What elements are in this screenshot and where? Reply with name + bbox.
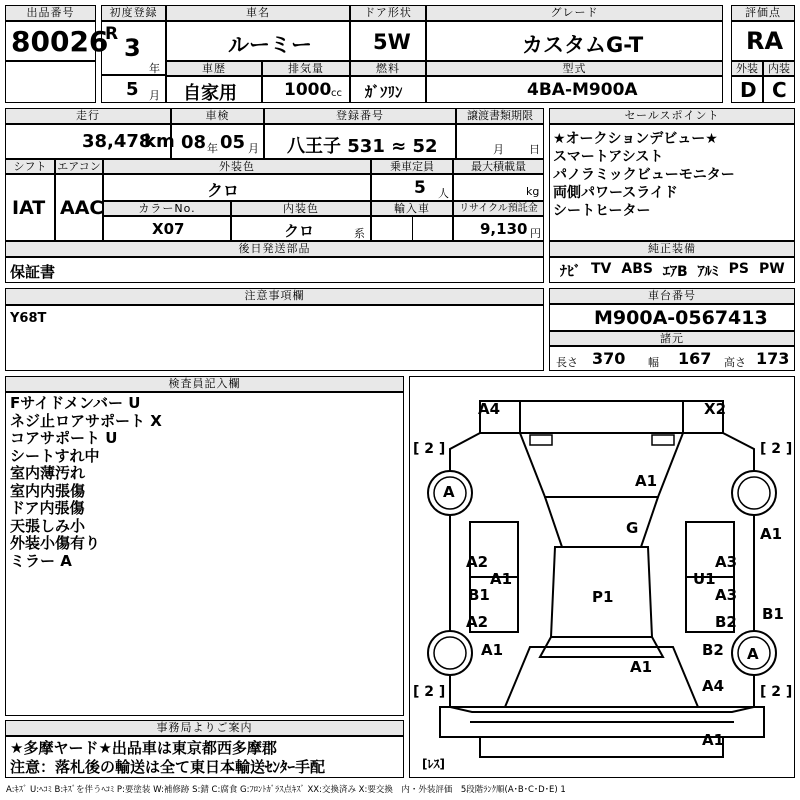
ac: AAC xyxy=(60,197,104,219)
first-reg-month-cell xyxy=(101,75,166,103)
front-bumper-shape xyxy=(480,401,723,433)
inspector-item: 外装小傷有り xyxy=(10,534,101,552)
era: R xyxy=(105,24,119,44)
fuel-cell xyxy=(350,76,426,103)
sales-point-item: スマートアシスト xyxy=(553,149,664,165)
inspector-item: ネジ止ロアサポート X xyxy=(10,411,162,430)
color-cell xyxy=(103,174,371,201)
spec-label: 諸元 xyxy=(549,331,795,346)
bumper-line xyxy=(520,401,683,433)
office-line: 注意：落札後の輸送は全て東日本輸送ｾﾝﾀｰ手配 xyxy=(10,758,326,776)
mark-l-front-door-upper: A2 xyxy=(466,553,489,571)
car-diagram xyxy=(409,376,795,778)
ac-label: エアコン xyxy=(55,159,103,174)
mark-fl-wheel: A xyxy=(443,483,455,501)
import-label: 輸入車 xyxy=(371,201,453,216)
interior-grade: C xyxy=(772,78,787,102)
mark-windshield: G xyxy=(626,519,639,537)
inspector-item: コアサポート U xyxy=(10,429,118,447)
hood-shape xyxy=(520,433,683,497)
mark-rr-wheel: A xyxy=(747,645,759,663)
mark-right-fender: A1 xyxy=(760,525,783,543)
equipment-item: ｱﾙﾐ xyxy=(697,264,719,280)
width: 167 xyxy=(678,349,712,368)
mileage: 38,478 xyxy=(82,131,152,152)
plate-cell xyxy=(264,124,456,159)
inspector-item: ドア内張傷 xyxy=(10,499,85,517)
equipment-item: ABS xyxy=(621,261,653,277)
mark-front-left-corner: A4 xyxy=(478,400,501,418)
chassis-label: 車台番号 xyxy=(549,288,795,304)
inspector-notes xyxy=(5,392,404,716)
reg-month: 5 xyxy=(126,79,139,100)
displacement-unit: cc xyxy=(331,88,342,99)
first-reg-year-cell xyxy=(101,21,166,75)
left-mirror-shape xyxy=(530,435,552,445)
capacity-unit: 人 xyxy=(438,187,449,200)
tread-fr: [ 2 ] xyxy=(760,441,793,457)
color-no-cell xyxy=(103,216,231,241)
inspector-item: 室内内張傷 xyxy=(10,481,86,500)
right-mirror-shape xyxy=(652,435,674,445)
name-cell xyxy=(166,21,350,61)
later-parts-cell xyxy=(5,257,544,283)
mark-r-rear-door-upper: A3 xyxy=(715,586,738,604)
lot-number: 80026 xyxy=(11,25,109,58)
mark-r-front-door-upper: A3 xyxy=(715,553,738,571)
inspection-cell xyxy=(171,124,264,159)
legend: A:ｷｽﾞ U:ﾍｺﾐ B:ｷｽﾞを伴うﾍｺﾐ P:要塗装 W:補修跡 S:錆 C:腐食 G:ﾌﾛﾝﾄｶﾞﾗｽ点ｷｽﾞ XX:交換済み X:要交換 内・外装評価 5段階ﾗﾝｸ順(A･B･C･D･E) 1 xyxy=(6,785,566,795)
history: 自家用 xyxy=(183,83,237,104)
height: 173 xyxy=(756,349,790,368)
length: 370 xyxy=(592,349,626,368)
grade-cell xyxy=(426,21,723,61)
lot-blank xyxy=(5,61,96,103)
shift: IAT xyxy=(12,197,46,219)
chassis-number: M900A-0567413 xyxy=(594,307,768,329)
transfer-cell xyxy=(456,124,544,159)
recycle-label: リサイクル預託金 xyxy=(453,201,544,216)
inspector-item: 室内薄汚れ xyxy=(10,464,86,482)
int-color-label: 内装色 xyxy=(231,201,371,216)
equipment-item: ﾅﾋﾞ xyxy=(560,264,581,280)
month-unit: 月 xyxy=(149,89,160,102)
inspector-item: シートすれ中 xyxy=(10,446,100,465)
office-cell xyxy=(5,736,404,778)
color-no: X07 xyxy=(152,220,185,238)
tread-rl: [ 2 ] xyxy=(413,684,446,700)
history-label: 車歴 xyxy=(166,61,262,76)
rear-skirt-shape xyxy=(480,737,723,757)
load-unit: kg xyxy=(526,185,540,198)
equipment-item: PW xyxy=(759,261,785,277)
color-label: 外装色 xyxy=(103,159,371,174)
height-label: 高さ xyxy=(724,356,746,369)
int-color: クロ xyxy=(284,222,315,240)
mileage-unit: km xyxy=(144,131,175,152)
inspector-label: 検査員記入欄 xyxy=(5,376,404,392)
inspector-item: 天張しみ小 xyxy=(10,516,86,535)
first-reg-label: 初度登録 xyxy=(101,5,166,21)
recycle: 9,130 xyxy=(480,220,528,238)
exterior-grade: D xyxy=(740,78,757,102)
equipment-item: PS xyxy=(728,261,749,277)
fuel-label: 燃料 xyxy=(350,61,426,76)
int-color-cell xyxy=(231,216,371,241)
score-label: 評価点 xyxy=(731,5,795,21)
inspection-label: 車検 xyxy=(171,108,264,124)
later-parts-label: 後日発送部品 xyxy=(5,241,544,257)
equipment-cell xyxy=(549,257,795,283)
year-unit: 年 xyxy=(149,62,160,75)
transfer-label: 譲渡書類期限 xyxy=(456,108,544,124)
shift-cell xyxy=(5,174,55,241)
chassis-cell xyxy=(549,304,795,331)
mark-l-front-door-lower: A1 xyxy=(490,570,513,588)
tread-rr: [ 2 ] xyxy=(760,684,793,700)
mark-r-rear-door-lower: B2 xyxy=(715,613,737,631)
equipment-label: 純正装備 xyxy=(549,241,795,257)
mark-tailgate: A1 xyxy=(630,658,653,676)
mark-l-rear-fender: A1 xyxy=(481,641,504,659)
model: 4BA-M900A xyxy=(527,80,638,100)
mark-hood: A1 xyxy=(635,472,658,490)
displacement-label: 排気量 xyxy=(262,61,350,76)
length-label: 長さ xyxy=(556,356,578,369)
interior-grade-cell xyxy=(763,76,795,103)
interior-label: 内装 xyxy=(763,61,795,76)
color-no-label: カラーNo. xyxy=(103,201,231,216)
grade: カスタムG-T xyxy=(522,33,644,57)
mark-roof: P1 xyxy=(592,588,614,606)
score-cell xyxy=(731,21,795,61)
recycle-cell xyxy=(453,216,544,241)
displacement: 1000 xyxy=(284,80,332,100)
office-line: ★多摩ヤード★出品車は東京都西多摩郡 xyxy=(10,739,277,757)
fuel: ｶﾞｿﾘﾝ xyxy=(365,83,403,101)
lot-label: 出品番号 xyxy=(5,5,96,21)
mileage-cell xyxy=(5,124,175,159)
equipment-item: TV xyxy=(591,261,612,277)
inspector-item: ミラー A xyxy=(10,551,72,570)
recycle-unit: 円 xyxy=(530,227,541,240)
ac-cell xyxy=(55,174,103,241)
car-name: ルーミー xyxy=(228,33,312,57)
office-label: 事務局よりご案内 xyxy=(5,720,404,736)
sales-point-item: 両側パワースライド xyxy=(553,185,678,201)
load-cell xyxy=(453,174,544,201)
mark-r-rear-fender: B2 xyxy=(702,641,724,659)
equipment-item: ｴｱB xyxy=(662,264,688,280)
spare-status: [ﾚｽ] xyxy=(422,757,445,771)
shift-label: シフト xyxy=(5,159,55,174)
door-label: ドア形状 xyxy=(350,5,426,21)
mark-r-sill: B1 xyxy=(762,605,784,623)
int-color-unit: 系 xyxy=(354,227,365,240)
reg-year: 3 xyxy=(124,34,141,62)
door-type: 5W xyxy=(373,30,411,54)
car-outline xyxy=(410,377,794,777)
mark-rear-bumper: A1 xyxy=(702,731,725,749)
notes-cell xyxy=(5,305,544,371)
model-cell xyxy=(426,76,723,103)
mark-front-right-corner: X2 xyxy=(704,400,727,418)
insp-month: 05 xyxy=(220,132,246,153)
mark-l-rear-door-upper: B1 xyxy=(468,586,490,604)
name-label: 車名 xyxy=(166,5,350,21)
windshield-shape xyxy=(545,497,658,547)
tread-fl: [ 2 ] xyxy=(413,441,446,457)
sales-points-label: セールスポイント xyxy=(549,108,795,124)
transfer-day-unit: 日 xyxy=(529,143,540,156)
sales-point-item: シートヒーター xyxy=(553,203,651,219)
sales-points-list xyxy=(549,124,795,241)
grade-label: グレード xyxy=(426,5,723,21)
import-cell xyxy=(371,216,453,241)
width-label: 幅 xyxy=(648,356,659,369)
plate-label: 登録番号 xyxy=(264,108,456,124)
insp-month-unit: 月 xyxy=(248,142,259,155)
notes-value: Y68T xyxy=(10,311,47,326)
model-label: 型式 xyxy=(426,61,723,76)
transfer-month-unit: 月 xyxy=(493,143,504,156)
spec-cell xyxy=(549,346,795,371)
displacement-cell xyxy=(262,76,350,103)
exterior-label: 外装 xyxy=(731,61,763,76)
lot-cell xyxy=(5,21,109,61)
capacity-cell xyxy=(371,174,453,201)
exterior-grade-cell xyxy=(731,76,763,103)
capacity: 5 xyxy=(414,178,426,198)
insp-year: 08 xyxy=(181,132,207,153)
mileage-label: 走行 xyxy=(5,108,171,124)
load-label: 最大積載量 xyxy=(453,159,544,174)
sales-point-item: ★オークションデビュー★ xyxy=(553,131,718,147)
sales-point-item: パノラミックビューモニター xyxy=(553,167,735,183)
inspector-item: Fサイドメンバー U xyxy=(10,394,141,412)
mark-l-rear-door-lower: A2 xyxy=(466,613,489,631)
insp-year-unit: 年 xyxy=(207,142,218,155)
mark-rear-right-corner: A4 xyxy=(702,677,725,695)
later-parts: 保証書 xyxy=(10,263,56,281)
color: クロ xyxy=(207,181,240,200)
capacity-label: 乗車定員 xyxy=(371,159,453,174)
plate: 八王子 531 ≈ 52 xyxy=(287,136,438,157)
door-cell xyxy=(350,21,426,61)
notes-label: 注意事項欄 xyxy=(5,288,544,305)
history-cell xyxy=(166,76,262,103)
mark-r-front-door-lower: U1 xyxy=(693,570,716,588)
score: RA xyxy=(746,27,784,55)
